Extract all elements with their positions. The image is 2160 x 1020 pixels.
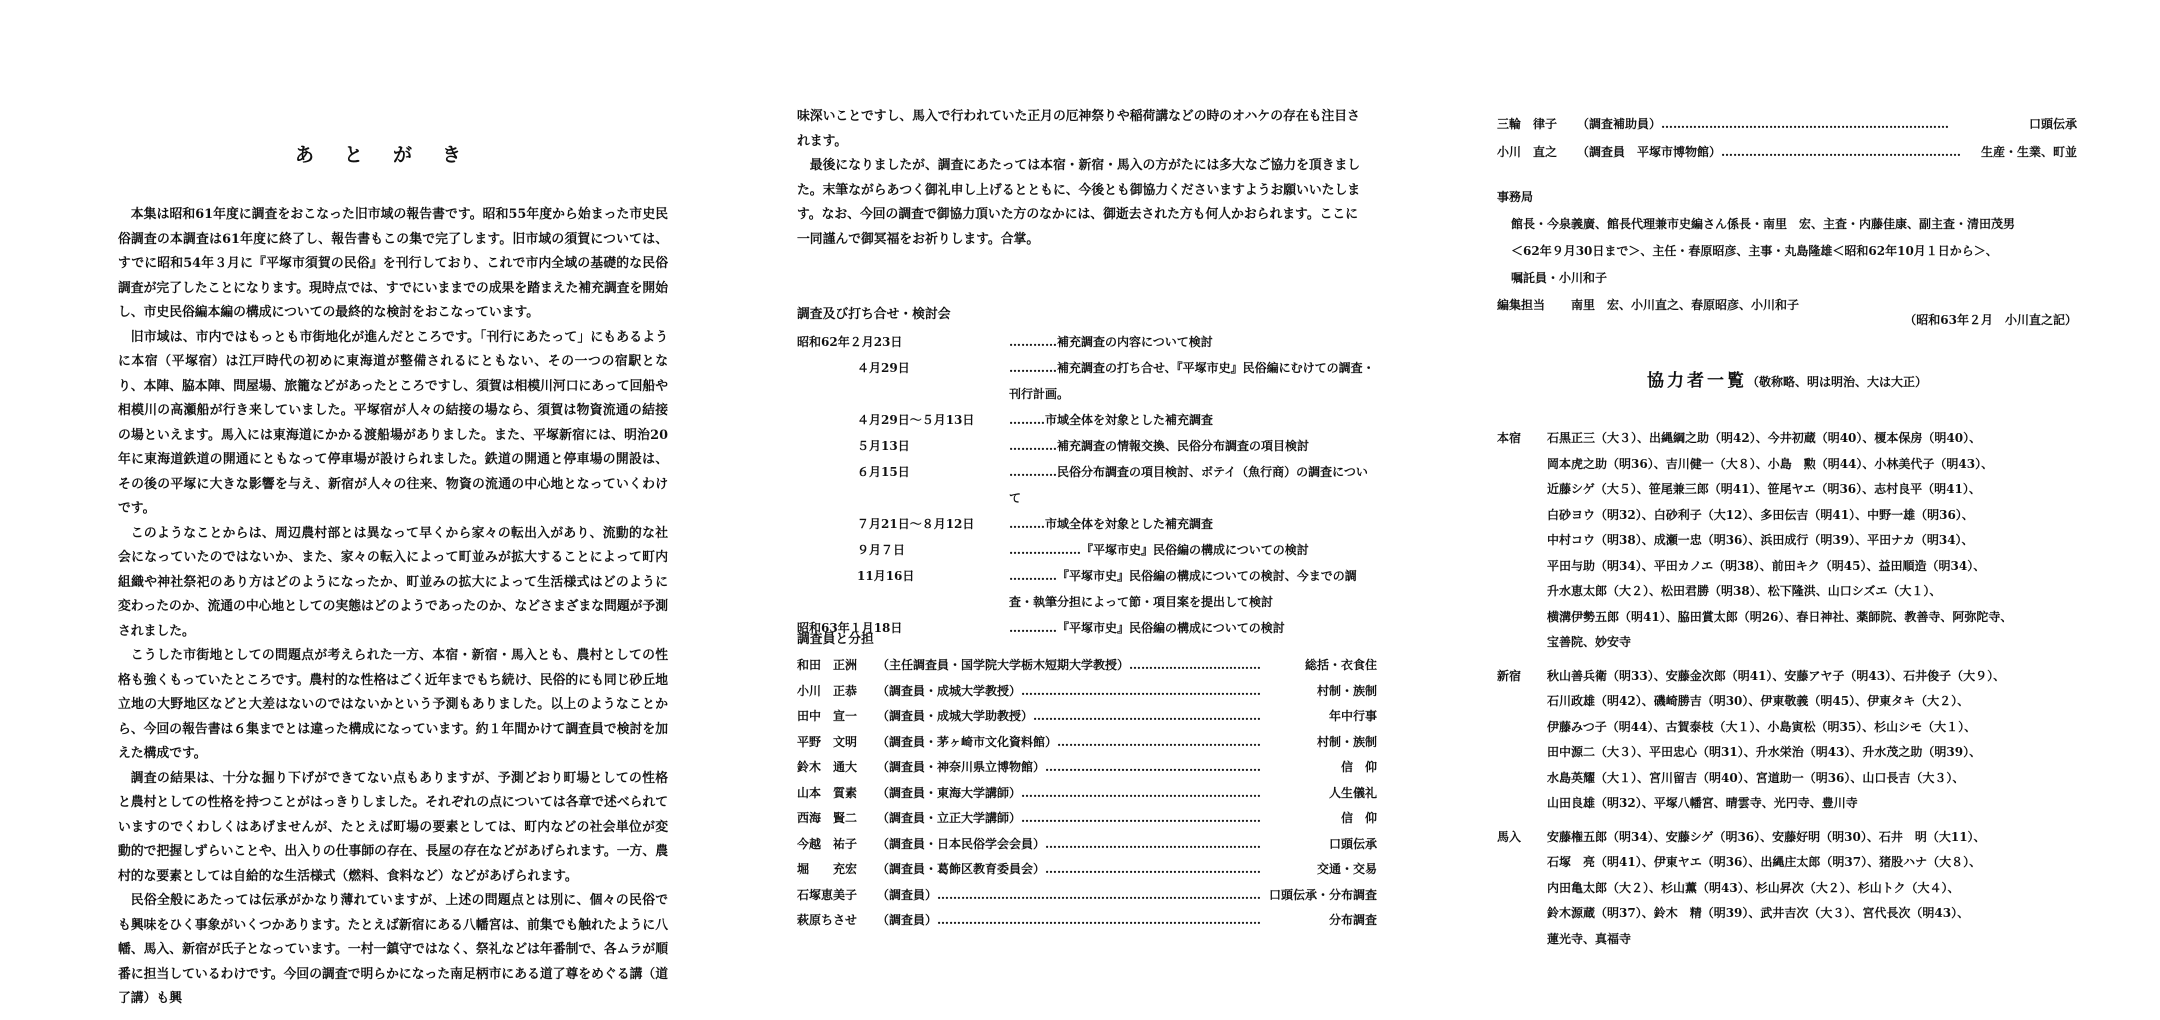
member-row	[797, 781, 1377, 807]
schedule-date: ７月21日～８月12日	[797, 517, 975, 531]
schedule-row	[797, 433, 1377, 459]
paragraph: 味深いことですし、馬入で行われていた正月の厄神祭りや稲荷講などの時のオハケの存在も注目されます。	[797, 109, 1360, 149]
list-item: 田中源二（大３）、平田忠心（明31）、升水栄治（明43）、升水茂之助（明39）、	[1547, 745, 1982, 759]
member-name: 山本 質素	[797, 785, 858, 800]
list-item: 秋山善兵衛（明33）、安藤金次郎（明41）、安藤アヤ子（明43）、石井俊子（大９）、	[1547, 668, 2006, 683]
group-members	[1547, 825, 2077, 953]
member-name: 和田 正洲	[797, 658, 858, 672]
member-row	[797, 679, 1377, 705]
cooperator-group	[1497, 426, 2077, 656]
member-affiliation: （調査員・立正大学講師）……………………………………………………	[877, 811, 1262, 825]
member-row	[1497, 110, 2077, 138]
cooperators-list	[1497, 426, 2077, 960]
member-role: 口頭伝承	[2028, 117, 2077, 131]
editor-names: 南里 宏、小川直之、春原昭彦、小川和子	[1571, 298, 1800, 312]
members-list	[797, 653, 1377, 934]
schedule-row	[797, 563, 1377, 615]
members-continued	[1497, 110, 2077, 166]
member-row	[797, 806, 1377, 832]
member-role: 年中行事	[1328, 709, 1377, 723]
list-item: 内田亀太郎（大２）、杉山薫（明43）、杉山昇次（大２）、杉山トク（大４）、	[1547, 880, 1960, 895]
left-page	[118, 0, 668, 1020]
paragraph: 調査の結果は、十分な掘り下げができてない点もありますが、予測どおり町場としての性格と農村としての性格を持つことがはっきりしました。それぞれの点については各章で述べられていますのでくわしくはあげませんが、たとえば町場の要素としては、町内などの社会単位が変動的で把握しずらいことや、出入りの仕事師の存在、長屋の存在などがあげられます。一方、農村的な要素としては自給的な生活様式（燃料、食料など）などがあげられます。	[118, 770, 669, 884]
schedule-date: ４月29日～５月13日	[797, 413, 975, 427]
member-role: 信 仰	[1340, 811, 1377, 825]
member-row	[797, 857, 1377, 883]
page-title: あとがき	[294, 144, 491, 166]
afterword-continued	[797, 105, 1367, 252]
cooperators-title-text: 協力者一覧	[1646, 371, 1747, 391]
member-name: 今越 祐子	[797, 836, 858, 851]
schedule-date: ６月15日	[797, 465, 910, 479]
member-name: 小川 正恭	[797, 683, 858, 698]
group-members	[1547, 664, 2077, 817]
list-item: 近藤シゲ（大５）、笹尾兼三郎（明41）、笹尾ヤエ（明36）、志村良平（明41）、	[1547, 482, 1981, 496]
paragraph: このようなことからは、周辺農村部とは異なって早くから家々の転出入があり、流動的な社会になっていたのではないか、また、家々の転入によって町並みが拡大することによって町内組織や神社祭祀のあり方はどのようになったか、町並みの拡大によって生活様式はどのように変わったのか、流通の中心地としての実態はどのようであったのか、などさまざまな問題が予測されました。	[118, 525, 669, 639]
secretariat-line: 嘱託員・小川和子	[1511, 271, 1608, 285]
member-name: 三輪 律子	[1497, 117, 1558, 131]
schedule-list	[797, 329, 1377, 641]
member-affiliation: （調査員・茅ヶ崎市文化資料館）……………………………………………	[877, 734, 1262, 749]
member-role: 総括・衣食住	[1304, 658, 1377, 672]
member-role: 村制・族制	[1316, 734, 1377, 749]
schedule-item: ………市域全体を対象とした補充調査	[1009, 413, 1214, 427]
list-item: 山田良雄（明32）、平塚八幡宮、晴雲寺、光円寺、豊川寺	[1547, 796, 1858, 810]
schedule-item: …………補充調査の情報交換、民俗分布調査の項目検討	[1009, 439, 1310, 453]
right-page	[1497, 0, 2077, 1020]
list-item: 伊藤みつ子（明44）、古賀泰枝（大１）、小島寅松（明35）、杉山シモ（大１）、	[1547, 719, 1977, 734]
paragraph: こうした市街地としての問題点が考えられた一方、本宿・新宿・馬入とも、農村としての性格も強くもっていたところです。農村的な性格はごく近年までもち続け、民俗的にも同じ砂丘地立地の大野地区などと大差はないのではないかという予測もありました。以上のようなことから、今回の報告書は６集までとは違った構成になっています。約１年間かけて調査員で検討を加えた構成です。	[118, 648, 668, 761]
secretariat-line: 館長・今泉義廣、館長代理兼市史編さん係長・南里 宏、主査・内藤佳康、副主査・清田茂男	[1511, 217, 2016, 231]
member-name: 萩原ちさせ	[797, 913, 858, 927]
list-item: 白砂ヨウ（明32）、白砂利子（大12）、多田伝吉（明41）、中野一雄（明36）、	[1547, 507, 1974, 522]
list-item: 安藤権五郎（明34）、安藤シゲ（明36）、安藤好明（明30）、石井 明（大11）、	[1547, 829, 1986, 844]
member-row	[797, 730, 1377, 756]
list-item: 岡本虎之助（明36）、吉川健一（大８）、小島 勲（明44）、小林美代子（明43）、	[1547, 456, 1994, 471]
list-item: 宝善院、妙安寺	[1547, 635, 1632, 649]
member-name: 堀 充宏	[797, 862, 858, 876]
member-role: 生産・生業、町並	[1980, 145, 2077, 159]
member-affiliation: （調査員・東海大学講師）……………………………………………………	[877, 785, 1262, 800]
member-row	[1497, 138, 2077, 166]
schedule-row	[797, 407, 1377, 433]
member-affiliation: （調査補助員）………………………………………………………………	[1577, 117, 1950, 131]
schedule-date: ４月29日	[797, 361, 910, 375]
schedule-item: ………………『平塚市史』民俗編の構成についての検討	[1009, 543, 1309, 557]
member-name: 平野 文明	[797, 734, 858, 749]
member-row	[797, 832, 1377, 858]
member-name: 石塚恵美子	[797, 887, 858, 902]
list-item: 石川政雄（明42）、磯崎勝吉（明30）、伊東敬義（明45）、伊東タキ（大２）、	[1547, 694, 1970, 708]
secretariat-line: ＜62年９月30日まで＞、主任・春原昭彦、主事・丸島隆雄＜昭和62年10月１日から＞、	[1511, 244, 1998, 258]
cooperator-group	[1497, 664, 2077, 817]
paragraph: 旧市域は、市内ではもっとも市街地化が進んだところです。「刊行にあたって」にもあるように本宿（平塚宿）は江戸時代の初めに東海道が整備されるにともない、その一つの宿駅となり、本陣、脇本陣、問屋場、旅籠などがあったところですし、須賀は相模川河口にあって回船や相模川の高瀬船が行き来していました。平塚宿が人々の結接の場なら、須賀は物資流通の結接の場といえます。馬入には東海道にかかる渡船場がありました。また、平塚新宿には、明治20年に東海道鉄道の開通にともなって停車場が設けられました。鉄道の開通と停車場の開設は、その後の平塚に大きな影響を与え、新宿が人々の往来、物資の流通の中心地となっていくわけです。	[118, 329, 668, 516]
paragraph: 最後になりましたが、調査にあたっては本宿・新宿・馬入の方がたには多大なご協力を頂きました。末筆ながらあつく御礼申し上げるとともに、今後とも御協力くださいますようお願いいたします。なお、今回の調査で御協力頂いた方のなかには、御逝去された方も何人かおられます。ここに一同謹んで御冥福をお祈りします。合掌。	[797, 158, 1361, 247]
member-affiliation: （調査員）………………………………………………………………………	[877, 887, 1262, 902]
list-item: 水島英耀（大１）、宮川留吉（明40）、宮道助一（明36）、山口長吉（大３）、	[1547, 770, 1965, 785]
paragraph: 本集は昭和61年度に調査をおこなった旧市域の報告書です。昭和55年度から始まった市史民俗調査の本調査は61年度に終了し、報告書もこの集で完了します。旧市域の須賀については、すでに昭和54年３月に『平塚市須賀の民俗』を刊行しており、これで市内全域の基礎的な民俗調査が完了したことになります。現時点では、すでにいままでの成果を踏まえた補充調査を開始し、市史民俗編本編の構成についての最終的な検討をおこなっています。	[118, 207, 668, 320]
schedule-row	[797, 355, 1377, 407]
schedule-item: ………市域全体を対象とした補充調査	[1009, 517, 1214, 531]
member-row	[797, 883, 1377, 909]
afterword-text	[118, 203, 668, 1012]
member-role: 口頭伝承・分布調査	[1268, 887, 1377, 902]
list-item: 横溝伊勢五郎（明41）、脇田賞太郎（明26）、春日神社、薬師院、教善寺、阿弥陀寺、	[1547, 609, 2013, 624]
editor-label: 編集担当	[1497, 298, 1546, 312]
member-row	[797, 653, 1377, 679]
member-name: 西海 賢二	[797, 811, 858, 825]
member-row	[797, 755, 1377, 781]
cooperator-group	[1497, 825, 2077, 953]
member-name: 小川 直之	[1497, 145, 1558, 159]
schedule-row	[797, 329, 1377, 355]
member-name: 田中 宣一	[797, 709, 858, 723]
schedule-item: …………『平塚市史』民俗編の構成についての検討、今までの調査・執筆分担によって節・項目案を提出して検討	[1009, 569, 1357, 609]
member-role: 分布調査	[1328, 913, 1377, 927]
member-affiliation: （調査員・葛飾区教育委員会）………………………………………………	[877, 862, 1262, 876]
member-affiliation: （調査員）………………………………………………………………………	[877, 913, 1262, 927]
schedule-heading: 調査及び打ち合せ・検討会	[797, 307, 951, 322]
cooperators-title	[1497, 366, 2077, 391]
group-name: 本宿	[1497, 431, 1522, 445]
list-item: 中村コウ（明38）、成瀬一忠（明36）、浜田成行（明39）、平田ナカ（明34）、	[1547, 533, 1974, 547]
schedule-row	[797, 511, 1377, 537]
schedule-date: 昭和63年１月18日	[797, 621, 903, 635]
member-affiliation: （調査員・神奈川県立博物館）………………………………………………	[877, 760, 1262, 774]
cooperators-note: （敬称略、明は明治、大は大正）	[1746, 375, 1927, 389]
schedule-row	[797, 537, 1377, 563]
member-affiliation: （調査員 平塚市博物館）……………………………………………………	[1577, 145, 1962, 159]
schedule-item: …………『平塚市史』民俗編の構成についての検討	[1009, 621, 1285, 635]
members-heading: 調査員と分担	[797, 632, 874, 647]
member-role: 交通・交易	[1316, 862, 1377, 876]
schedule-date: ９月７日	[797, 543, 906, 557]
schedule-item: …………補充調査の打ち合せ、『平塚市史』民俗編にむけての調査・刊行計画。	[1009, 361, 1375, 401]
list-item: 升水恵太郎（大２）、松田君勝（明38）、松下隆洪、山口シズエ（大１）、	[1547, 584, 1942, 598]
schedule-item: …………補充調査の内容について検討	[1009, 335, 1213, 349]
member-name: 鈴木 通大	[797, 760, 858, 774]
schedule-row	[797, 615, 1377, 641]
schedule-item: …………民俗分布調査の項目検討、ボテイ（魚行商）の調査について	[1009, 465, 1368, 505]
secretariat-heading: 事務局	[1497, 190, 1534, 204]
schedule-date: ５月13日	[797, 439, 910, 453]
list-item: 蓮光寺、真福寺	[1547, 931, 1632, 946]
member-affiliation: （調査員・日本民俗学会会員）………………………………………………	[877, 836, 1262, 851]
list-item: 鈴木源蔵（明37）、鈴木 精（明39）、武井吉次（大３）、宮代長次（明43）、	[1547, 906, 1970, 920]
paragraph: 民俗全般にあたっては伝承がかなり薄れていますが、上述の問題点とは別に、個々の民俗でも興味をひく事象がいくつかあります。たとえば新宿にある八幡宮は、前集でも触れたように八幡、馬入、新宿が氏子となっています。一村一鎮守ではなく、祭礼などは年番制で、各ムラが順番に担当しているわけです。今回の調査で明らかになった南足柄市にある道了尊をめぐる講（道了講）も興	[118, 893, 668, 1006]
group-name: 新宿	[1497, 668, 1522, 683]
schedule-row	[797, 459, 1377, 511]
member-row	[797, 908, 1377, 934]
middle-page	[797, 0, 1377, 1020]
member-affiliation: （調査員・成城大学教授）……………………………………………………	[877, 683, 1262, 698]
group-members	[1547, 426, 2077, 656]
schedule-date: 11月16日	[797, 569, 915, 583]
member-affiliation: （調査員・成城大学助教授）…………………………………………………	[877, 709, 1262, 723]
member-row	[797, 704, 1377, 730]
member-affiliation: （主任調査員・国学院大学栃木短期大学教授）……………………………	[877, 658, 1262, 672]
secretariat	[1497, 184, 2077, 319]
group-name: 馬入	[1497, 829, 1522, 844]
member-role: 村制・族制	[1316, 683, 1377, 698]
list-item: 石黒正三（大３）、出縄綱之助（明42）、今井初蔵（明40）、榎本保房（明40）、	[1547, 431, 1982, 445]
member-role: 信 仰	[1340, 760, 1377, 774]
list-item: 石塚 亮（明41）、伊東ヤエ（明36）、出縄庄太郎（明37）、猪股ハナ（大８）、	[1547, 855, 1982, 869]
member-role: 人生儀礼	[1328, 785, 1377, 800]
schedule-date: 昭和62年２月23日	[797, 335, 903, 349]
list-item: 平田与助（明34）、平田カノエ（明38）、前田キク（明45）、益田順造（明34）、	[1547, 558, 1986, 573]
signoff: （昭和63年２月 小川直之記）	[1904, 313, 2077, 327]
member-role: 口頭伝承	[1328, 836, 1377, 851]
